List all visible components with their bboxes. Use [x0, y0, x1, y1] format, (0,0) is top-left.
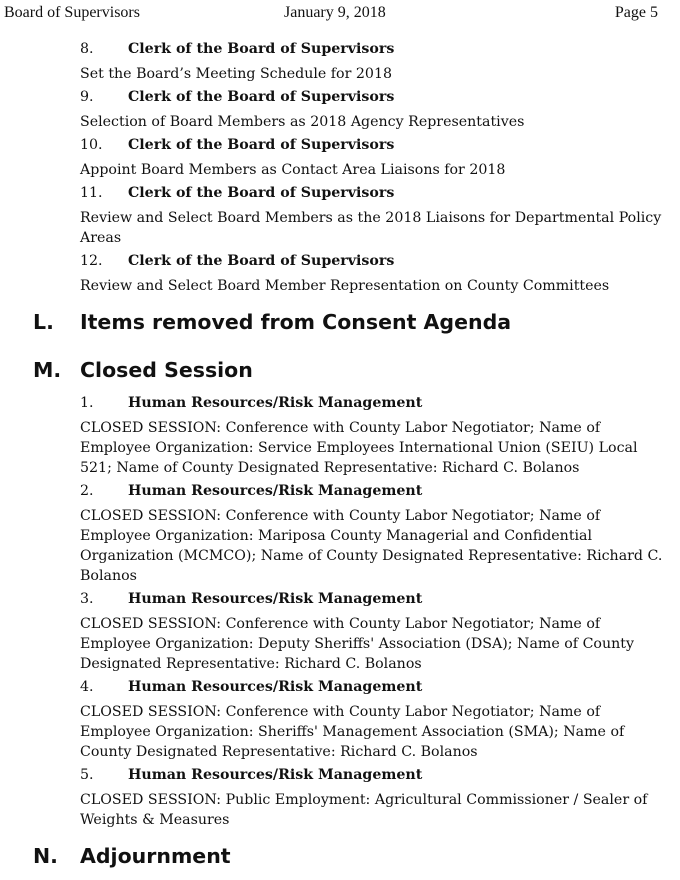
item-description: Review and Select Board Member Representation on County Committees [80, 278, 610, 294]
item-description: Set the Board’s Meeting Schedule for 2018 [80, 66, 393, 82]
item-number: 2. [80, 483, 94, 499]
item-number: 1. [80, 395, 94, 411]
item-description: Review and Select Board Members as the 2018 Liaisons for Departmental Policy Areas [80, 210, 662, 246]
agenda-item [0, 184, 680, 248]
agenda-content [0, 40, 680, 880]
item-title: Clerk of the Board of Supervisors [128, 89, 395, 105]
agenda-item [0, 88, 680, 132]
agenda-item [0, 394, 680, 478]
item-title: Human Resources/Risk Management [128, 395, 423, 411]
agenda-item [0, 136, 680, 180]
item-number: 4. [80, 679, 94, 695]
item-number: 11. [80, 185, 103, 201]
section-title: Closed Session [80, 358, 253, 382]
section-heading-n [0, 844, 680, 878]
item-title: Human Resources/Risk Management [128, 483, 423, 499]
item-description: CLOSED SESSION: Conference with County Labor Negotiator; Name of Employee Organization: Sheriffs' Management Association (SMA); Name of County Designated Representative: Richard C. Bolanos [80, 704, 625, 760]
section-heading-l [0, 310, 680, 344]
section-heading-m [0, 358, 680, 392]
item-title: Human Resources/Risk Management [128, 767, 423, 783]
agenda-item [0, 40, 680, 84]
section-letter: L. [33, 310, 54, 334]
agenda-item [0, 590, 680, 674]
item-number: 10. [80, 137, 103, 153]
item-title: Clerk of the Board of Supervisors [128, 185, 395, 201]
item-title: Clerk of the Board of Supervisors [128, 253, 395, 269]
header-page-number: Page 5 [614, 4, 658, 21]
agenda-item [0, 766, 680, 830]
item-description: Selection of Board Members as 2018 Agency Representatives [80, 114, 525, 130]
agenda-item [0, 252, 680, 296]
agenda-item [0, 678, 680, 762]
section-letter: M. [33, 358, 62, 382]
item-title: Human Resources/Risk Management [128, 591, 423, 607]
item-number: 12. [80, 253, 103, 269]
agenda-item [0, 482, 680, 586]
item-title: Human Resources/Risk Management [128, 679, 423, 695]
item-description: CLOSED SESSION: Conference with County Labor Negotiator; Name of Employee Organization: Service Employees International Union (SEIU) Local 521; Name of County Designated Representative: Richard C. Bolanos [80, 420, 638, 476]
item-description: CLOSED SESSION: Conference with County Labor Negotiator; Name of Employee Organization: Mariposa County Managerial and Confidential Organization (MCMCO); Name of County Designated Representative: Richard C. Bolanos [80, 508, 663, 584]
page-header [0, 4, 680, 24]
section-letter: N. [33, 844, 58, 868]
item-description: CLOSED SESSION: Conference with County Labor Negotiator; Name of Employee Organization: Deputy Sheriffs' Association (DSA); Name of County Designated Representative: Richard C. Bolanos [80, 616, 634, 672]
header-date: January 9, 2018 [284, 4, 386, 21]
section-title: Adjournment [80, 844, 231, 868]
item-description: CLOSED SESSION: Public Employment: Agricultural Commissioner / Sealer of Weights & Measures [80, 792, 648, 828]
item-number: 3. [80, 591, 94, 607]
item-title: Clerk of the Board of Supervisors [128, 41, 395, 57]
item-number: 5. [80, 767, 94, 783]
header-board-name: Board of Supervisors [4, 4, 140, 21]
item-number: 9. [80, 89, 94, 105]
item-number: 8. [80, 41, 94, 57]
item-title: Clerk of the Board of Supervisors [128, 137, 395, 153]
item-description: Appoint Board Members as Contact Area Liaisons for 2018 [80, 162, 506, 178]
section-title: Items removed from Consent Agenda [80, 310, 512, 334]
